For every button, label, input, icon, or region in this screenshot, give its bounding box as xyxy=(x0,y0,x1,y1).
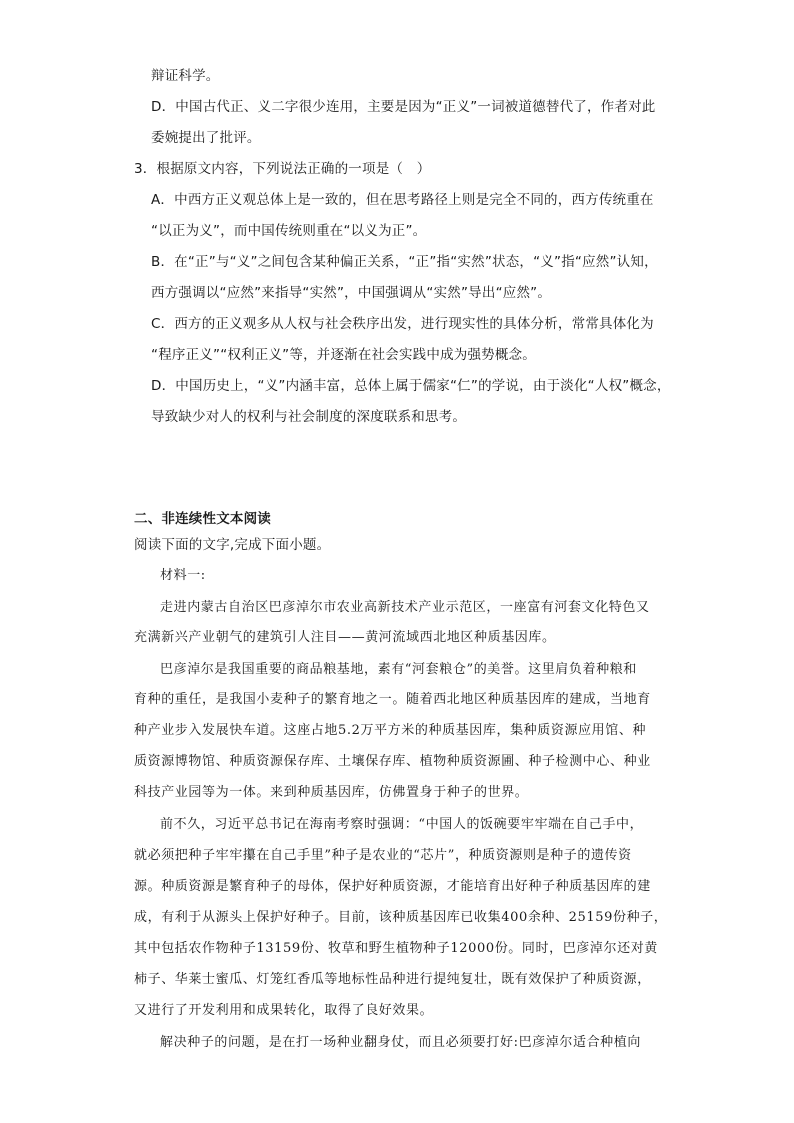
q3-option-d-line2: 导致缺少对人的权利与社会制度的深度联系和思考。 xyxy=(151,409,467,425)
material-1-p2-line4: 质资源博物馆、种质资源保存库、土壤保存库、植物种质资源圃、种子检测中心、种业 xyxy=(134,754,651,769)
question-3-stem: 3．根据原文内容，下列说法正确的一项是（ ） xyxy=(134,161,431,177)
material-1-p2-line5: 科技产业园等为一体。来到种质基因库，仿佛置身于种子的世界。 xyxy=(134,785,529,800)
material-1-p4-line1: 解决种子的问题，是在打一场种业翻身仗，而且必须要打好:巴彦淖尔适合种植向 xyxy=(160,1035,641,1050)
material-1-p3-line5: 其中包括农作物种子13159份、牧草和野生植物种子12000份。同时，巴彦淖尔还对黄 xyxy=(134,941,658,956)
q3-option-b-line1: B．在“正”与“义”之间包含某种偏正关系，“正”指“实然”状态，“义”指“应然”认知， xyxy=(151,254,658,270)
material-1-p3-line4: 成，有利于从源头上保护好种子。目前，该种质基因库已收集400余种、25159份种子， xyxy=(134,910,668,925)
prev-option-continuation: 辩证科学。 xyxy=(151,68,220,84)
q3-option-c-line2: “程序正义”“权利正义”等，并逐渐在社会实践中成为强势概念。 xyxy=(151,347,536,363)
material-1-p2-line2: 育种的重任，是我国小麦种子的繁育地之一。随着西北地区种质基因库的建成，当地育 xyxy=(134,692,651,707)
q3-option-b-line2: 西方强调以“应然”来指导“实然”，中国强调从“实然”导出“应然”。 xyxy=(151,285,552,301)
section-2-instruction: 阅读下面的文字,完成下面小题。 xyxy=(134,537,331,553)
material-1-p3-line3: 源。种质资源是繁育种子的母体，保护好种质资源，才能培育出好种子种质基因库的建 xyxy=(134,879,651,894)
material-1-p1-line2: 充满新兴产业朝气的建筑引人注目——黄河流域西北地区种质基因库。 xyxy=(134,630,556,645)
material-1-p1-line1: 走进内蒙古自治区巴彦淖尔市农业高新技术产业示范区，一座富有河套文化特色又 xyxy=(160,600,650,615)
material-1-p2-line3: 种产业步入发展快车道。这座占地5.2万平方米的种质基因库，集种质资源应用馆、种 xyxy=(134,723,647,738)
material-1-p3-line2: 就必须把种子牢牢攥在自己手里”种子是农业的“芯片”，种质资源则是种子的遗传资 xyxy=(134,848,632,863)
material-1-p3-line6: 柿子、华莱士蜜瓜、灯笼红香瓜等地标性品种进行提纯复壮，既有效保护了种质资源， xyxy=(134,972,651,987)
q3-option-a-line2: “以正为义”，而中国传统则重在“以义为正”。 xyxy=(151,223,427,239)
material-1-p2-line1: 巴彦淖尔是我国重要的商品粮基地，素有“河套粮仓”的美誉。这里肩负着种粮和 xyxy=(160,662,637,677)
q3-option-d-line1: D．中国历史上，“义”内涵丰富，总体上属于儒家“仁”的学说，由于淡化“人权”概念， xyxy=(151,378,671,394)
material-1-p3-line1: 前不久，习近平总书记在海南考察时强调：“中国人的饭碗要牢牢端在自己手中， xyxy=(160,817,644,832)
q3-option-c-line1: C．西方的正义观多从人权与社会秩序出发，进行现实性的具体分析，常常具体化为 xyxy=(151,316,654,332)
q3-option-a-line1: A．中西方正义观总体上是一致的，但在思考路径上则是完全不同的，西方传统重在 xyxy=(151,192,654,208)
prev-option-d-line2: 委婉提出了批评。 xyxy=(151,130,261,146)
section-2-heading: 二、非连续性文本阅读 xyxy=(134,511,271,527)
material-1-p3-line7: 又进行了开发利用和成果转化，取得了良好效果。 xyxy=(134,1003,434,1018)
material-1-label: 材料一: xyxy=(160,568,206,583)
prev-option-d-line1: D．中国古代正、义二字很少连用，主要是因为“正义”一词被道德替代了，作者对此 xyxy=(151,99,656,115)
